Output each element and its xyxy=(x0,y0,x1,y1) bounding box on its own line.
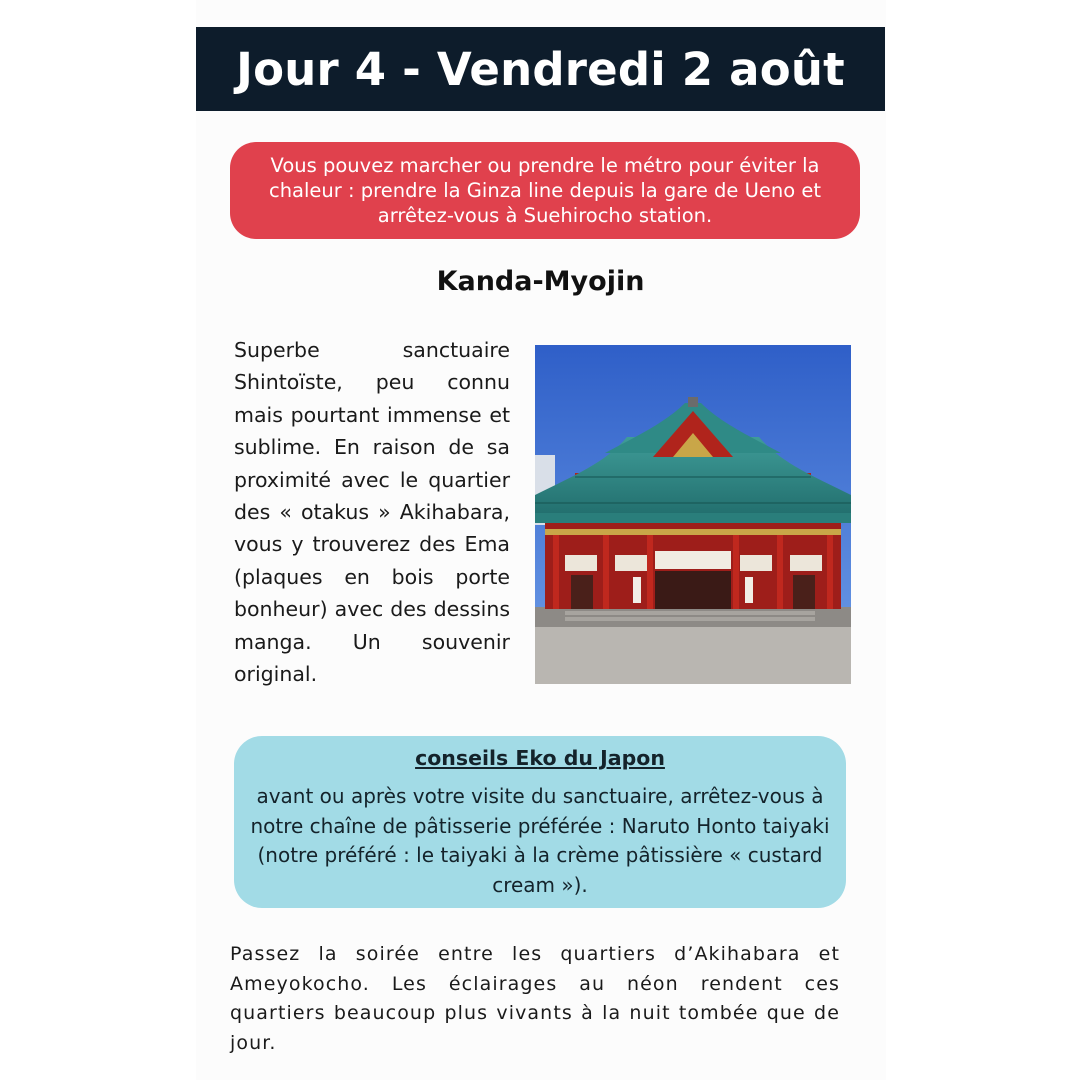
tips-box xyxy=(234,736,846,908)
notice-text: Vous pouvez marcher ou prendre le métro pour éviter la chaleur : prendre la Ginza line depuis la gare de Ueno et arrêtez-vous à Suehirocho station. xyxy=(268,154,822,227)
shrine-photo xyxy=(535,345,851,684)
shrine-description: Superbe sanctuaire Shintoïste, peu connu mais pourtant immense et sublime. En raison de sa proximité avec le quartier des « otakus » Akihabara, vous y trouverez des Ema (plaques en bois porte bonheur) avec des dessins manga. Un souvenir original. xyxy=(234,338,510,687)
evening-paragraph: Passez la soirée entre les quartiers d’Akihabara et Ameyokocho. Les éclairages au néon rendent ces quartiers beaucoup plus vivants à la nuit tombée que de jour. xyxy=(230,943,840,1054)
transport-notice xyxy=(230,142,860,239)
section-title: Kanda-Myojin xyxy=(436,266,645,297)
tips-title: conseils Eko du Japon xyxy=(415,746,665,770)
page-title: Jour 4 - Vendredi 2 août xyxy=(236,42,845,96)
tips-body: avant ou après votre visite du sanctuaire, arrêtez-vous à notre chaîne de pâtisserie préférée : Naruto Honto taiyaki (notre préféré : le taiyaki à la crème pâtissière « custard cream »). xyxy=(250,784,830,897)
day-header xyxy=(196,27,885,111)
